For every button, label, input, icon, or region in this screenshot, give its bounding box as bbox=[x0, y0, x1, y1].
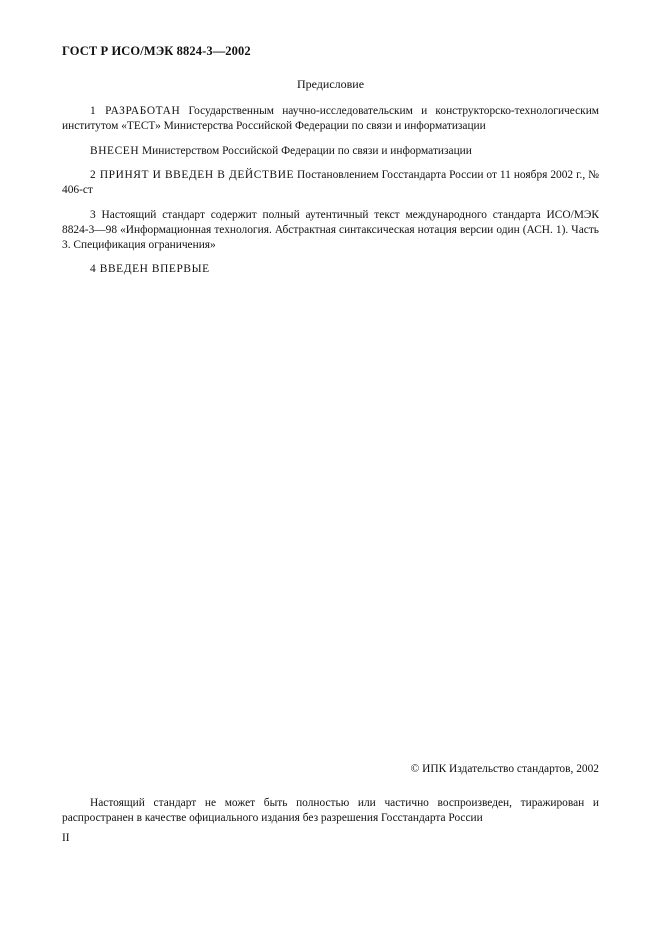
page-number: II bbox=[62, 832, 70, 844]
paragraph-adopted bbox=[62, 168, 599, 198]
paragraph-text: 3 Настоящий стандарт содержит полный аутентичный текст международного стандарта ИСО/МЭК 8824-3—98 «Информационная технология. Абстрактная синтаксическая нотация версии один (АСН. 1). Часть 3. Спецификация ограничения» bbox=[62, 209, 599, 251]
paragraph-developed-by bbox=[62, 104, 599, 134]
paragraph-introduced-by bbox=[62, 144, 599, 159]
paragraph-first-introduced bbox=[62, 262, 599, 277]
paragraph-text: Постановлением Госстандарта России от 11 ноября 2002 г., № 406-ст bbox=[62, 169, 599, 196]
paragraph-text: Министерством Российской Федерации по связи и информатизации bbox=[139, 145, 472, 157]
document-code-header: ГОСТ Р ИСО/МЭК 8824-3—2002 bbox=[62, 44, 251, 58]
reproduction-notice: Настоящий стандарт не может быть полностью или частично воспроизведен, тиражирован и распространен в качестве официального издания без разрешения Госстандарта России bbox=[62, 797, 599, 824]
paragraph-lead: 2 ПРИНЯТ И ВВЕДЕН В ДЕЙСТВИЕ bbox=[90, 169, 295, 181]
section-title: Предисловие bbox=[296, 77, 365, 91]
copyright-line: © ИПК Издательство стандартов, 2002 bbox=[410, 763, 599, 775]
paragraph-authentic-text bbox=[62, 208, 599, 253]
paragraph-text: Государственным научно-исследовательским и конструкторско-технологическим институтом «ТЕСТ» Министерства Российской Федерации по связи и информатизации bbox=[62, 105, 600, 132]
paragraph-lead: ВНЕСЕН bbox=[90, 145, 140, 157]
paragraph-lead: 4 ВВЕДЕН ВПЕРВЫЕ bbox=[90, 263, 210, 275]
paragraph-lead: 1 РАЗРАБОТАН bbox=[90, 105, 181, 117]
